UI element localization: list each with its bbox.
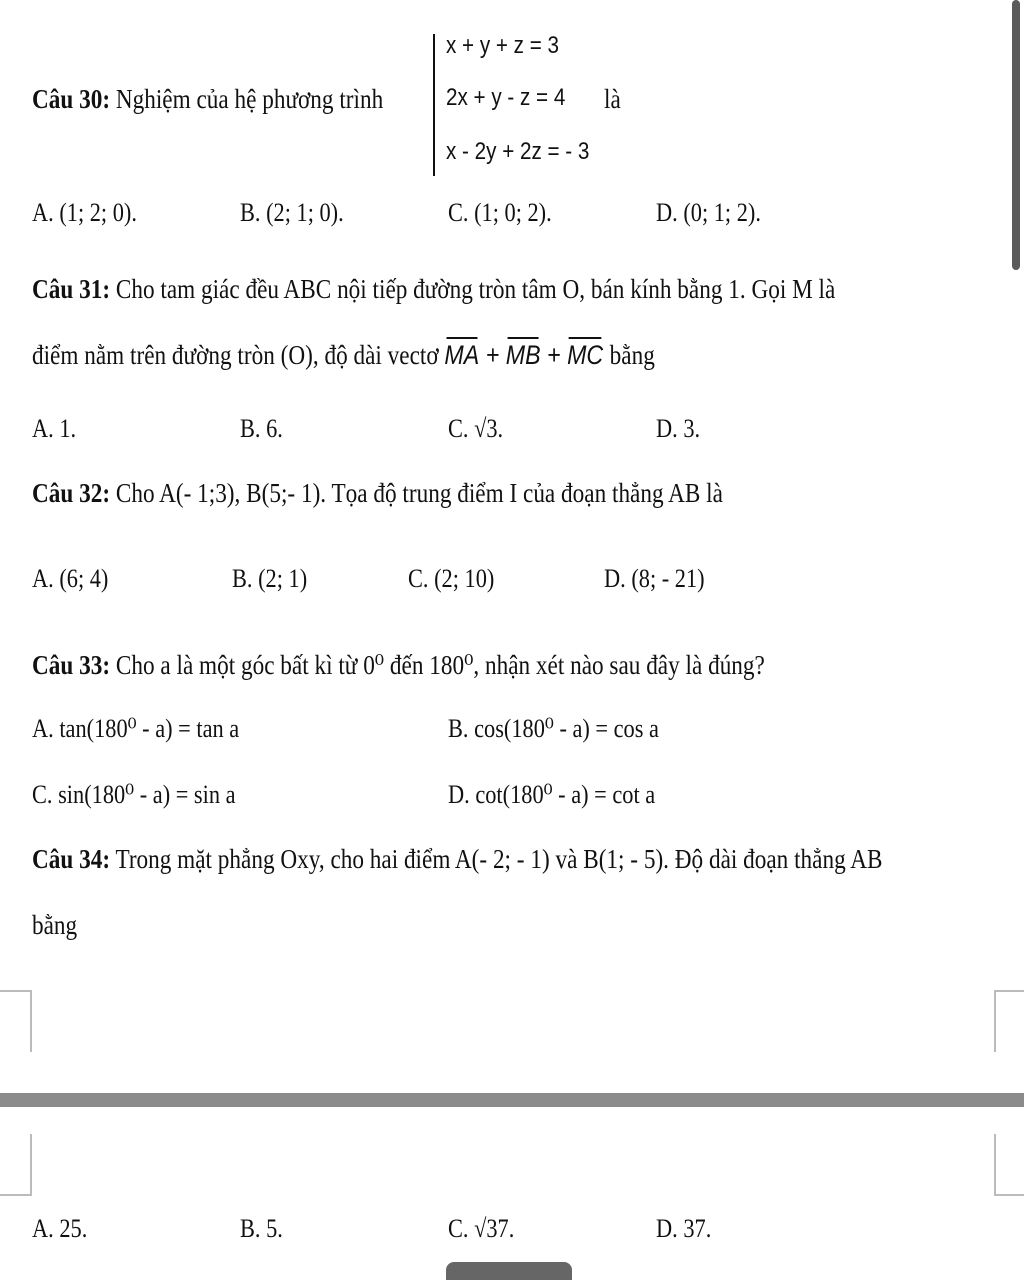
question-33 [32,650,765,681]
scrollbar-thumb[interactable] [1012,0,1020,270]
q31-answer-b: B. 6. [240,414,283,443]
question-34-label: Câu 34: [32,844,111,874]
question-34-line2: bằng [32,910,78,940]
q31-answer-a: A. 1. [32,414,77,443]
page-corner-top-left [0,990,32,1052]
question-33-text: Cho a là một góc bất kì từ 0⁰ đến 180⁰, nhận xét nào sau đây là đúng? [115,650,765,680]
question-32-text: Cho A(- 1;3), B(5;- 1). Tọa độ trung điểm I của đoạn thẳng AB là [115,478,723,508]
equation-1: x + y + z = 3 [446,32,560,59]
page-corner-bottom-right [994,1134,1024,1196]
q32-answer-d: D. (8; - 21) [604,564,705,593]
q33-answer-d: D. cot(180⁰ - a) = cot a [448,780,656,809]
page-corner-top-right [994,990,1024,1052]
floating-toolbar-edge[interactable] [446,1262,572,1280]
q34-answer-c: C. √37. [448,1214,515,1243]
question-30-tail: là [604,84,621,114]
question-31-label: Câu 31: [32,274,111,304]
q30-answer-b: B. (2; 1; 0). [240,198,344,227]
question-31-line1: Cho tam giác đều ABC nội tiếp đường tròn tâm O, bán kính bằng 1. Gọi M là [115,274,836,304]
question-34-line1: Trong mặt phẳng Oxy, cho hai điểm A(- 2; - 1) và B(1; - 5). Độ dài đoạn thẳng AB [115,844,883,874]
question-31-line2-end: bằng [609,340,655,370]
q33-answer-a: A. tan(180⁰ - a) = tan a [32,714,240,743]
question-31-line2 [32,340,655,371]
q31-answer-d: D. 3. [656,414,701,443]
q30-answer-a: A. (1; 2; 0). [32,198,137,227]
q30-answer-c: C. (1; 0; 2). [448,198,552,227]
plus-sign: + [547,340,561,370]
question-33-label: Câu 33: [32,650,111,680]
question-30-text: Nghiệm của hệ phương trình [115,84,384,114]
q32-answer-b: B. (2; 1) [232,564,308,593]
page-break-divider [0,1093,1024,1107]
question-31-line2-start: điểm nằm trên đường tròn (O), độ dài vectơ [32,340,439,370]
question-30 [32,84,383,115]
vector-ma: MA [444,340,480,370]
q31-answer-c: C. √3. [448,414,504,443]
vector-mc: MC [567,340,604,370]
question-31 [32,274,835,305]
q34-answer-b: B. 5. [240,1214,283,1243]
question-32-label: Câu 32: [32,478,111,508]
system-brace [433,34,435,176]
equation-3: x - 2y + 2z = - 3 [446,138,590,165]
q34-answer-d: D. 37. [656,1214,712,1243]
q34-answer-a: A. 25. [32,1214,88,1243]
page-corner-bottom-left [0,1134,32,1196]
question-32 [32,478,723,509]
q33-answer-c: C. sin(180⁰ - a) = sin a [32,780,236,809]
plus-sign: + [485,340,500,370]
vector-mb: MB [505,340,541,370]
question-34 [32,844,882,875]
q33-answer-b: B. cos(180⁰ - a) = cos a [448,714,659,743]
q32-answer-a: A. (6; 4) [32,564,109,593]
equation-2: 2x + y - z = 4 [446,84,566,111]
question-30-label: Câu 30: [32,84,111,114]
q32-answer-c: C. (2; 10) [408,564,495,593]
q30-answer-d: D. (0; 1; 2). [656,198,761,227]
